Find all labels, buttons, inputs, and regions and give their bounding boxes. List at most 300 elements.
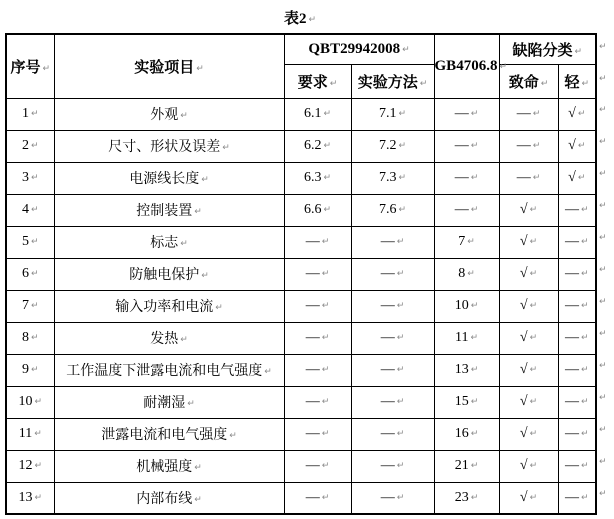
row-requirement-text: 6.1 <box>303 106 322 121</box>
row-test-method <box>351 226 434 258</box>
paragraph-mark: ↵ <box>580 301 589 311</box>
row-fatal-mark-text: √ <box>519 394 528 409</box>
row-fatal-mark-text: √ <box>519 202 528 217</box>
paragraph-mark: ↵ <box>577 141 586 151</box>
paragraph-mark: ↵ <box>470 173 479 183</box>
paragraph-mark: ↵ <box>580 205 589 215</box>
row-serial-number-text: 9 <box>21 362 29 377</box>
row-light-mark-text: — <box>564 298 579 313</box>
paragraph-mark: ↵ <box>264 367 272 377</box>
row-gb-clause-text: 23 <box>454 489 469 505</box>
row-test-method <box>351 450 434 482</box>
paragraph-mark: ↵ <box>529 205 538 215</box>
row-light-mark-text: — <box>564 458 579 473</box>
paragraph-mark: ↵ <box>321 269 330 279</box>
row-serial-number <box>6 450 54 482</box>
row-fatal-mark <box>499 130 558 162</box>
row-test-method-text: — <box>380 266 395 281</box>
row-fatal-mark <box>499 386 558 418</box>
paragraph-mark: ↵ <box>580 365 589 375</box>
paragraph-mark: ↵ <box>321 429 330 439</box>
paragraph-mark: ↵ <box>470 301 479 311</box>
paragraph-mark: ↵ <box>396 365 405 375</box>
table-body <box>6 98 596 514</box>
table-row <box>6 130 596 162</box>
row-test-item-text: 工作温度下泄露电流和电气强度 <box>66 364 263 379</box>
row-test-method-text: — <box>380 426 395 441</box>
row-test-item <box>54 386 284 418</box>
row-gb-clause <box>434 450 499 482</box>
row-light-mark <box>558 482 596 514</box>
row-fatal-mark <box>499 450 558 482</box>
table-row <box>6 162 596 194</box>
row-test-method <box>351 130 434 162</box>
row-test-method-text: — <box>380 330 395 345</box>
end-of-row-mark: ↵ <box>599 361 607 371</box>
row-test-item <box>54 162 284 194</box>
row-test-item-text: 输入功率和电流 <box>115 300 214 315</box>
row-gb-clause-text: 11 <box>455 330 469 345</box>
row-gb-clause-text: 21 <box>454 458 469 473</box>
paragraph-mark: ↵ <box>396 397 405 407</box>
row-fatal-mark <box>499 162 558 194</box>
paragraph-mark: ↵ <box>323 141 332 151</box>
paragraph-mark: ↵ <box>470 333 479 343</box>
paragraph-mark: ↵ <box>30 237 39 247</box>
row-gb-clause <box>434 130 499 162</box>
row-gb-clause <box>434 162 499 194</box>
table-row <box>6 354 596 386</box>
row-requirement-text: — <box>305 489 320 505</box>
row-test-item-text: 标志 <box>150 236 179 251</box>
paragraph-mark: ↵ <box>577 173 586 183</box>
paragraph-mark: ↵ <box>580 397 589 407</box>
header-requirement-text: 要求 <box>297 74 328 91</box>
row-fatal-mark-text: — <box>516 138 531 153</box>
table-row <box>6 290 596 322</box>
end-of-row-mark: ↵ <box>599 42 607 52</box>
paragraph-mark: ↵ <box>540 78 549 89</box>
paragraph-mark: ↵ <box>34 492 43 503</box>
row-serial-number <box>6 194 54 226</box>
row-serial-number-text: 2 <box>21 138 29 153</box>
row-gb-clause <box>434 290 499 322</box>
row-test-item-text: 泄露电流和电气强度 <box>101 428 228 443</box>
row-fatal-mark <box>499 258 558 290</box>
row-gb-clause <box>434 322 499 354</box>
paragraph-mark: ↵ <box>467 269 475 279</box>
paragraph-mark: ↵ <box>396 429 405 439</box>
paragraph-mark: ↵ <box>30 173 39 183</box>
table-row <box>6 418 596 450</box>
paragraph-mark: ↵ <box>529 429 538 439</box>
paragraph-mark: ↵ <box>396 237 405 247</box>
paragraph-mark: ↵ <box>30 141 39 151</box>
header-row-1 <box>6 34 596 64</box>
header-qbt-standard <box>284 34 434 64</box>
row-test-item-text: 内部布线 <box>136 491 193 507</box>
paragraph-mark: ↵ <box>529 333 538 343</box>
row-light-mark-text: — <box>564 234 579 249</box>
row-light-mark-text: — <box>564 426 579 441</box>
paragraph-mark: ↵ <box>222 143 230 153</box>
paragraph-mark: ↵ <box>34 429 42 439</box>
row-serial-number-text: 13 <box>18 489 33 505</box>
row-requirement-text: — <box>305 266 320 281</box>
row-test-method-text: — <box>380 298 395 313</box>
header-gb-standard <box>434 34 507 98</box>
header-fatal <box>499 61 558 98</box>
row-serial-number <box>6 226 54 258</box>
header-test-method <box>351 64 434 98</box>
row-test-method-text: 7.2 <box>378 138 397 153</box>
paragraph-mark: ↵ <box>499 61 507 72</box>
row-light-mark <box>558 386 596 418</box>
paragraph-mark: ↵ <box>577 109 586 119</box>
row-fatal-mark <box>499 290 558 322</box>
paragraph-mark: ↵ <box>229 431 237 441</box>
paragraph-mark: ↵ <box>201 271 209 281</box>
row-gb-clause <box>434 194 499 226</box>
row-fatal-mark <box>499 98 558 130</box>
row-requirement <box>284 418 351 450</box>
paragraph-mark: ↵ <box>398 173 407 183</box>
row-light-mark-text: √ <box>568 138 576 153</box>
paragraph-mark: ↵ <box>321 301 330 311</box>
row-light-mark <box>558 290 596 322</box>
end-of-row-mark: ↵ <box>599 169 607 179</box>
row-gb-clause-text: 7 <box>458 234 466 249</box>
paragraph-mark: ↵ <box>321 461 330 471</box>
table-row <box>6 98 596 130</box>
row-requirement <box>284 162 351 194</box>
row-serial-number-text: 10 <box>18 394 33 409</box>
paragraph-mark: ↵ <box>470 492 479 503</box>
row-fatal-mark-text: — <box>516 106 531 121</box>
row-serial-number-text: 12 <box>18 458 33 473</box>
header-light <box>558 64 596 98</box>
row-requirement <box>284 258 351 290</box>
row-test-item <box>54 98 284 130</box>
paragraph-mark: ↵ <box>180 111 188 121</box>
row-requirement <box>284 354 351 386</box>
paragraph-mark: ↵ <box>529 397 538 407</box>
paragraph-mark: ↵ <box>470 141 479 151</box>
row-gb-clause <box>434 258 499 290</box>
row-gb-clause <box>434 386 499 418</box>
end-of-row-mark: ↵ <box>599 233 607 243</box>
paragraph-mark: ↵ <box>194 494 202 505</box>
paragraph-mark: ↵ <box>321 237 330 247</box>
row-test-method <box>351 386 434 418</box>
row-requirement <box>284 290 351 322</box>
row-test-item <box>54 354 284 386</box>
paragraph-mark: ↵ <box>398 141 407 151</box>
row-gb-clause <box>434 226 499 258</box>
paragraph-mark: ↵ <box>308 15 317 25</box>
end-of-row-mark: ↵ <box>599 74 607 84</box>
paragraph-mark: ↵ <box>321 492 330 503</box>
paragraph-mark: ↵ <box>532 109 541 119</box>
row-test-method-text: — <box>380 394 395 409</box>
row-serial-number-text: 5 <box>21 234 29 249</box>
row-serial-number-text: 11 <box>18 426 33 441</box>
paragraph-mark: ↵ <box>529 492 538 503</box>
row-light-mark <box>558 258 596 290</box>
header-gb-standard-text: GB4706.8 <box>434 57 498 74</box>
paragraph-mark: ↵ <box>329 78 338 89</box>
end-of-row-mark: ↵ <box>599 329 607 339</box>
paragraph-mark: ↵ <box>180 335 188 345</box>
row-gb-clause-text: 16 <box>454 426 469 441</box>
row-gb-clause <box>434 354 499 386</box>
row-light-mark-text: — <box>564 330 579 345</box>
row-test-method <box>351 194 434 226</box>
row-light-mark-text: — <box>564 362 579 377</box>
row-test-method <box>351 354 434 386</box>
paragraph-mark: ↵ <box>194 463 202 473</box>
row-gb-clause-text: — <box>454 106 469 121</box>
test-items-table <box>5 33 597 515</box>
row-test-method <box>351 482 434 514</box>
table-row <box>6 450 596 482</box>
paragraph-mark: ↵ <box>580 492 589 503</box>
row-serial-number <box>6 98 54 130</box>
header-requirement <box>284 64 351 98</box>
paragraph-mark: ↵ <box>529 237 538 247</box>
row-requirement <box>284 482 351 514</box>
row-test-item <box>54 258 284 290</box>
row-test-method-text: 7.3 <box>378 170 397 185</box>
paragraph-mark: ↵ <box>321 397 330 407</box>
row-test-item <box>54 482 284 514</box>
row-light-mark-text: √ <box>568 170 576 185</box>
paragraph-mark: ↵ <box>529 301 538 311</box>
paragraph-mark: ↵ <box>30 333 39 343</box>
row-fatal-mark-text: √ <box>519 266 528 281</box>
row-fatal-mark-text: √ <box>519 234 528 249</box>
end-of-row-mark: ↵ <box>599 265 607 275</box>
row-test-item <box>54 194 284 226</box>
header-fatal-text: 致命 <box>508 74 539 91</box>
paragraph-mark: ↵ <box>580 461 589 471</box>
paragraph-mark: ↵ <box>529 461 538 471</box>
paragraph-mark: ↵ <box>532 173 541 183</box>
row-serial-number <box>6 130 54 162</box>
end-of-row-mark: ↵ <box>599 297 607 307</box>
row-serial-number <box>6 258 54 290</box>
row-test-item-text: 控制装置 <box>136 204 193 219</box>
paragraph-mark: ↵ <box>201 175 209 185</box>
header-test-item <box>54 34 284 98</box>
end-of-row-mark: ↵ <box>599 489 607 499</box>
paragraph-mark: ↵ <box>321 365 330 375</box>
row-fatal-mark-text: √ <box>519 362 528 377</box>
row-test-method-text: — <box>380 234 395 249</box>
row-light-mark <box>558 162 596 194</box>
row-requirement <box>284 450 351 482</box>
paragraph-mark: ↵ <box>470 397 479 407</box>
row-gb-clause-text: — <box>454 202 469 217</box>
paragraph-mark: ↵ <box>187 399 195 409</box>
table-title-text: 表2 <box>283 11 307 27</box>
paragraph-mark: ↵ <box>396 461 405 471</box>
end-of-row-mark: ↵ <box>599 425 607 435</box>
paragraph-mark: ↵ <box>398 109 407 119</box>
row-serial-number <box>6 322 54 354</box>
end-of-row-mark: ↵ <box>599 393 607 403</box>
row-light-mark-text: — <box>564 394 579 409</box>
row-fatal-mark-text: √ <box>519 330 528 345</box>
paragraph-mark: ↵ <box>580 237 589 247</box>
paragraph-mark: ↵ <box>396 269 405 279</box>
row-serial-number <box>6 354 54 386</box>
row-test-method <box>351 322 434 354</box>
row-requirement-text: 6.6 <box>303 202 322 217</box>
paragraph-mark: ↵ <box>402 44 410 55</box>
row-test-item-text: 电源线长度 <box>129 172 200 187</box>
paragraph-mark: ↵ <box>532 141 541 151</box>
row-fatal-mark <box>499 322 558 354</box>
row-fatal-mark-text: — <box>516 170 531 185</box>
row-serial-number-text: 7 <box>21 298 29 313</box>
table-row <box>6 226 596 258</box>
row-gb-clause-text: 8 <box>458 266 466 281</box>
end-of-row-mark: ↵ <box>599 201 607 211</box>
paragraph-mark: ↵ <box>34 461 43 471</box>
row-test-method <box>351 258 434 290</box>
row-test-item-text: 发热 <box>150 332 179 347</box>
row-light-mark-text: √ <box>568 106 576 121</box>
row-light-mark-text: — <box>564 489 579 505</box>
row-serial-number <box>6 482 54 514</box>
row-test-item-text: 机械强度 <box>136 460 193 475</box>
header-light-text: 轻 <box>564 74 580 91</box>
row-test-item <box>54 226 284 258</box>
row-requirement-text: — <box>305 298 320 313</box>
end-of-row-mark: ↵ <box>599 137 607 147</box>
paragraph-mark: ↵ <box>529 365 538 375</box>
row-requirement-text: 6.3 <box>303 170 322 185</box>
paragraph-mark: ↵ <box>215 303 223 313</box>
paragraph-mark: ↵ <box>323 173 332 183</box>
paragraph-mark: ↵ <box>470 365 479 375</box>
row-requirement-text: — <box>305 394 320 409</box>
row-gb-clause-text: — <box>454 138 469 153</box>
row-gb-clause-text: — <box>454 170 469 185</box>
table-row <box>6 194 596 226</box>
row-requirement <box>284 98 351 130</box>
row-serial-number <box>6 290 54 322</box>
row-requirement <box>284 226 351 258</box>
row-light-mark <box>558 322 596 354</box>
row-requirement <box>284 130 351 162</box>
row-gb-clause-text: 13 <box>454 362 469 377</box>
row-light-mark-text: — <box>564 202 579 217</box>
paragraph-mark: ↵ <box>396 333 405 343</box>
row-light-mark <box>558 194 596 226</box>
row-serial-number-text: 4 <box>21 202 29 217</box>
row-test-method-text: 7.1 <box>378 106 397 121</box>
header-defect-class <box>499 34 596 64</box>
row-test-item <box>54 322 284 354</box>
row-requirement-text: — <box>305 458 320 473</box>
row-test-item-text: 尺寸、形状及误差 <box>108 140 221 155</box>
paragraph-mark: ↵ <box>396 492 405 503</box>
paragraph-mark: ↵ <box>196 63 204 74</box>
row-gb-clause <box>434 418 499 450</box>
row-serial-number-text: 1 <box>21 106 29 121</box>
paragraph-mark: ↵ <box>398 205 407 215</box>
row-requirement-text: — <box>305 362 320 377</box>
paragraph-mark: ↵ <box>580 269 589 279</box>
row-test-item <box>54 130 284 162</box>
row-requirement <box>284 322 351 354</box>
row-test-item <box>54 290 284 322</box>
row-fatal-mark <box>499 226 558 258</box>
row-test-method-text: — <box>380 362 395 377</box>
paragraph-mark: ↵ <box>30 269 39 279</box>
paragraph-mark: ↵ <box>470 461 479 471</box>
row-test-item-text: 防触电保护 <box>129 268 200 283</box>
paragraph-mark: ↵ <box>30 109 39 119</box>
row-fatal-mark <box>499 194 558 226</box>
paragraph-mark: ↵ <box>30 205 39 215</box>
row-fatal-mark-text: √ <box>519 298 528 313</box>
header-qbt-standard-text: QBT29942008 <box>308 40 401 57</box>
paragraph-mark: ↵ <box>323 205 332 215</box>
row-test-method <box>351 98 434 130</box>
row-serial-number <box>6 162 54 194</box>
end-of-row-mark: ↵ <box>599 105 607 115</box>
end-of-row-mark: ↵ <box>599 457 607 467</box>
header-serial-number-text: 序号 <box>10 59 41 76</box>
row-test-item <box>54 450 284 482</box>
paragraph-mark: ↵ <box>42 63 51 74</box>
paragraph-mark: ↵ <box>323 109 332 119</box>
row-gb-clause-text: 10 <box>454 298 469 313</box>
row-fatal-mark-text: √ <box>519 489 528 505</box>
row-light-mark <box>558 130 596 162</box>
row-fatal-mark <box>499 418 558 450</box>
paragraph-mark: ↵ <box>419 78 428 89</box>
row-requirement-text: — <box>305 426 320 441</box>
row-test-item-text: 耐潮湿 <box>143 396 186 411</box>
paragraph-mark: ↵ <box>470 205 479 215</box>
row-gb-clause <box>434 482 499 514</box>
paragraph-mark: ↵ <box>194 207 202 217</box>
header-serial-number <box>6 34 54 98</box>
table-row <box>6 482 596 514</box>
header-defect-class-text: 缺陷分类 <box>512 42 573 59</box>
row-light-mark <box>558 354 596 386</box>
paragraph-mark: ↵ <box>574 46 583 57</box>
row-serial-number-text: 8 <box>21 330 29 345</box>
row-serial-number <box>6 418 54 450</box>
row-test-item <box>54 418 284 450</box>
row-serial-number-text: 6 <box>21 266 29 281</box>
row-gb-clause <box>434 98 499 130</box>
row-requirement <box>284 386 351 418</box>
paragraph-mark: ↵ <box>396 301 405 311</box>
row-test-item-text: 外观 <box>150 108 179 123</box>
paragraph-mark: ↵ <box>580 429 589 439</box>
row-gb-clause-text: 15 <box>454 394 469 409</box>
paragraph-mark: ↵ <box>467 237 475 247</box>
paragraph-mark: ↵ <box>30 301 39 311</box>
row-serial-number <box>6 386 54 418</box>
table-row <box>6 258 596 290</box>
